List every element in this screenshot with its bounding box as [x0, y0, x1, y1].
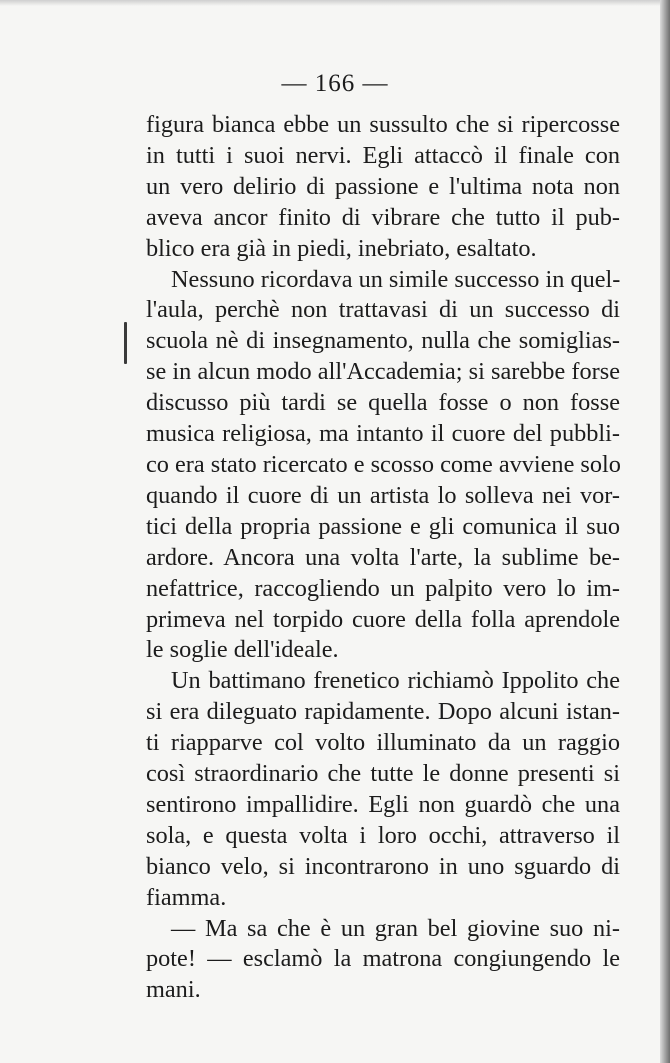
text-line: musica religiosa, ma intanto il cuore del pubbli-	[146, 420, 620, 448]
text-line: discusso più tardi se quella fosse o non fosse	[146, 389, 620, 417]
text-line: quando il cuore di un artista lo solleva nei vor-	[146, 481, 620, 509]
text-line: mani.	[146, 976, 201, 1004]
text-line: ti riapparve col volto illuminato da un raggio	[146, 729, 620, 757]
text-line: si era dileguato rapidamente. Dopo alcuni istan-	[146, 698, 620, 726]
text-line: pote! — esclamò la matrona congiungendo le	[146, 945, 620, 973]
text-line: così straordinario che tutte le donne presenti si	[146, 760, 620, 788]
text-line: se in alcun modo all'Accademia; si sarebbe forse	[146, 358, 620, 386]
text-line: le soglie dell'ideale.	[146, 636, 339, 664]
text-line: figura bianca ebbe un sussulto che si ripercosse	[146, 111, 620, 138]
text-line: l'aula, perchè non trattavasi di un successo di	[146, 296, 620, 324]
text-line: bianco velo, si incontrarono in uno sguardo di	[146, 852, 620, 880]
margin-pencil-mark	[124, 322, 127, 364]
paragraph	[146, 265, 620, 667]
text-line: co era stato ricercato e scosso come avviene solo	[146, 450, 621, 478]
text-line: sentirono impallidire. Egli non guardò che una	[146, 790, 620, 818]
page-binding-edge	[660, 0, 670, 1063]
text-line: tici della propria passione e gli comunica il suo	[146, 512, 620, 540]
text-line: aveva ancor finito di vibrare che tutto il pub-	[146, 203, 620, 231]
body-text	[146, 110, 620, 1006]
text-line: primeva nel torpido cuore della folla aprendole	[146, 605, 620, 633]
text-line: — Ma sa che è un gran bel giovine suo ni-	[171, 914, 620, 942]
page-top-shadow	[0, 0, 670, 6]
text-line: Un battimano frenetico richiamò Ippolito che	[171, 667, 620, 695]
text-line: sola, e questa volta i loro occhi, attraverso il	[146, 821, 620, 849]
text-line: in tutti i suoi nervi. Egli attaccò il finale con	[146, 141, 620, 169]
text-line: ardore. Ancora una volta l'arte, la sublime be-	[146, 543, 620, 571]
page-number: — 166 —	[281, 70, 389, 97]
text-line: scuola nè di insegnamento, nulla che somiglias-	[146, 327, 620, 355]
text-line: fiamma.	[146, 883, 227, 911]
text-line: Nessuno ricordava un simile successo in quel-	[171, 265, 621, 293]
text-line: nefattrice, raccogliendo un palpito vero lo im-	[146, 574, 620, 602]
paragraph	[146, 666, 620, 913]
paragraph	[146, 914, 620, 1007]
paragraph	[146, 110, 620, 265]
text-line: blico era già in piedi, inebriato, esaltato.	[146, 234, 537, 262]
text-line: un vero delirio di passione e l'ultima nota non	[146, 172, 620, 200]
